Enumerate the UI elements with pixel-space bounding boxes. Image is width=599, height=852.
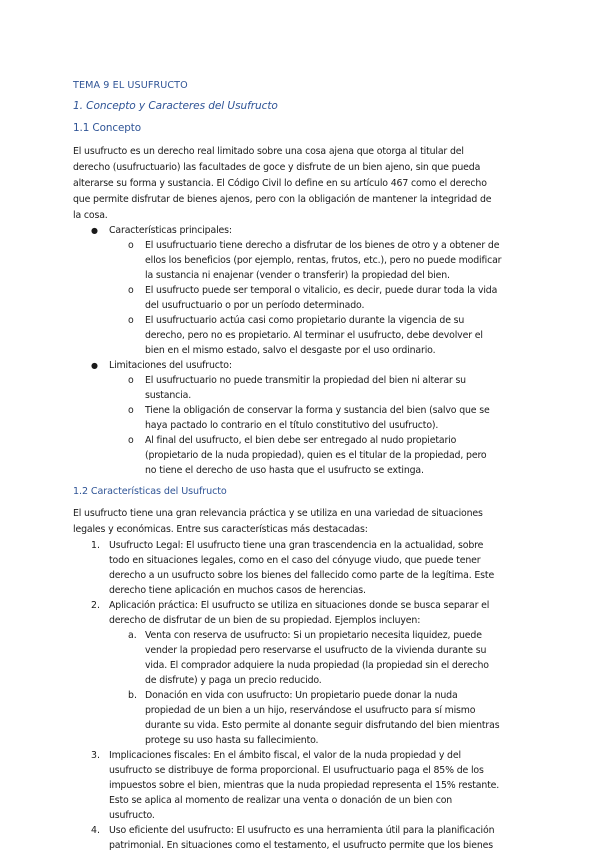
sub-bullet-icon: o [128,240,134,251]
numbered-item-line: derecho tiene aplicación en muchos casos de herencias. [109,585,366,596]
sub-item-line: durante su vida. Esto permite al donante seguir disfrutando del bien mientras [145,720,500,731]
limitation-line: Al final del usufructo, el bien debe ser entregado al nudo propietario [145,435,457,446]
numbered-item-line: usufructo. [109,810,155,821]
limitation-line: no tiene el derecho de uso hasta que el usufructo se extinga. [145,465,424,476]
sub-list-letter: b. [128,690,137,701]
sub-list-letter: a. [128,630,137,641]
characteristic-line: ellos los beneficios (por ejemplo, rentas, frutos, etc.), pero no puede modificar [145,255,502,266]
characteristic-line: del usufructuario o por un período determinado. [145,300,365,311]
bullet-icon: ● [91,226,98,235]
sub-bullet-icon: o [128,285,134,296]
bullet-icon: ● [91,361,98,370]
subsection-1-2-heading: 1.2 Características del Usufructo [73,486,227,497]
limitation-line: (propietario de la nuda propiedad), quien es el titular de la propiedad, pero [145,450,487,461]
paragraph-line: El usufructo tiene una gran relevancia práctica y se utiliza en una variedad de situaciones [73,508,483,519]
limitations-label: Limitaciones del usufructo: [109,360,232,371]
section-1-heading: 1. Concepto y Caracteres del Usufructo [73,100,278,112]
characteristic-line: El usufructo puede ser temporal o vitalicio, es decir, puede durar toda la vida [145,285,498,296]
sub-item-line: protege su uso hasta su fallecimiento. [145,735,319,746]
intro-line: la cosa. [73,210,108,221]
intro-line: El usufructo es un derecho real limitado sobre una cosa ajena que otorga al titular del [73,146,464,157]
characteristic-line: la sustancia ni enajenar (vender o transferir) la propiedad del bien. [145,270,450,281]
intro-line: derecho (usufructuario) las facultades de goce y disfrute de un bien ajeno, sin que pueda [73,162,481,173]
numbered-item-line: derecho de disfrutar de un bien de su propiedad. Ejemplos incluyen: [109,615,421,626]
numbered-item-line: todo en situaciones legales, como en el caso del cónyuge viudo, que puede tener [109,555,481,566]
characteristic-line: El usufructuario tiene derecho a disfrutar de los bienes de otro y a obtener de [145,240,500,251]
list-number: 3. [91,750,100,761]
numbered-item-line: patrimonial. En situaciones como el testamento, el usufructo permite que los bienes [109,840,494,851]
paragraph-line: legales y económicas. Entre sus características más destacadas: [73,524,368,535]
numbered-item-line: impuestos sobre el bien, mientras que la nuda propiedad representa el 15% restante. [109,780,500,791]
subsection-1-1-heading: 1.1 Concepto [73,122,141,134]
characteristic-line: derecho, pero no es propietario. Al terminar el usufructo, debe devolver el [145,330,483,341]
document-title: TEMA 9 EL USUFRUCTO [73,80,188,91]
list-number: 4. [91,825,100,836]
characteristic-line: El usufructuario actúa casi como propietario durante la vigencia de su [145,315,465,326]
list-number: 1. [91,540,100,551]
limitation-line: Tiene la obligación de conservar la forma y sustancia del bien (salvo que se [145,405,490,416]
sub-item-line: vida. El comprador adquiere la nuda propiedad (la propiedad sin el derecho [145,660,489,671]
sub-item-line: propiedad de un bien a un hijo, reservándose el usufructo para sí mismo [145,705,476,716]
limitation-line: sustancia. [145,390,192,401]
limitation-line: haya pactado lo contrario en el título constitutivo del usufructo). [145,420,439,431]
sub-item-line: de disfrute) y paga un precio reducido. [145,675,322,686]
intro-line: alterarse su forma y sustancia. El Código Civil lo define en su artículo 467 como el derecho [73,178,487,189]
sub-item-line: Donación en vida con usufructo: Un propietario puede donar la nuda [145,690,458,701]
limitation-line: El usufructuario no puede transmitir la propiedad del bien ni alterar su [145,375,466,386]
sub-bullet-icon: o [128,375,134,386]
intro-line: que permite disfrutar de bienes ajenos, pero con la obligación de mantener la integridad de [73,194,492,205]
sub-bullet-icon: o [128,405,134,416]
list-number: 2. [91,600,100,611]
characteristic-line: bien en el mismo estado, salvo el desgaste por el uso ordinario. [145,345,436,356]
numbered-item-line: Implicaciones fiscales: En el ámbito fiscal, el valor de la nuda propiedad y del [109,750,461,761]
numbered-item-line: Usufructo Legal: El usufructo tiene una gran trascendencia en la actualidad, sobre [109,540,484,551]
sub-item-line: Venta con reserva de usufructo: Si un propietario necesita liquidez, puede [145,630,482,641]
sub-item-line: vender la propiedad pero reservarse el usufructo de la vivienda durante su [145,645,487,656]
numbered-item-line: Aplicación práctica: El usufructo se utiliza en situaciones donde se busca separar el [109,600,490,611]
sub-bullet-icon: o [128,315,134,326]
numbered-item-line: Uso eficiente del usufructo: El usufructo es una herramienta útil para la planificación [109,825,495,836]
characteristics-label: Características principales: [109,225,232,236]
numbered-item-line: Esto se aplica al momento de realizar una venta o donación de un bien con [109,795,453,806]
sub-bullet-icon: o [128,435,134,446]
numbered-item-line: usufructo se distribuye de forma proporcional. El usufructuario paga el 85% de los [109,765,484,776]
numbered-item-line: derecho a un usufructo sobre los bienes del fallecido como parte de la legítima. Este [109,570,495,581]
